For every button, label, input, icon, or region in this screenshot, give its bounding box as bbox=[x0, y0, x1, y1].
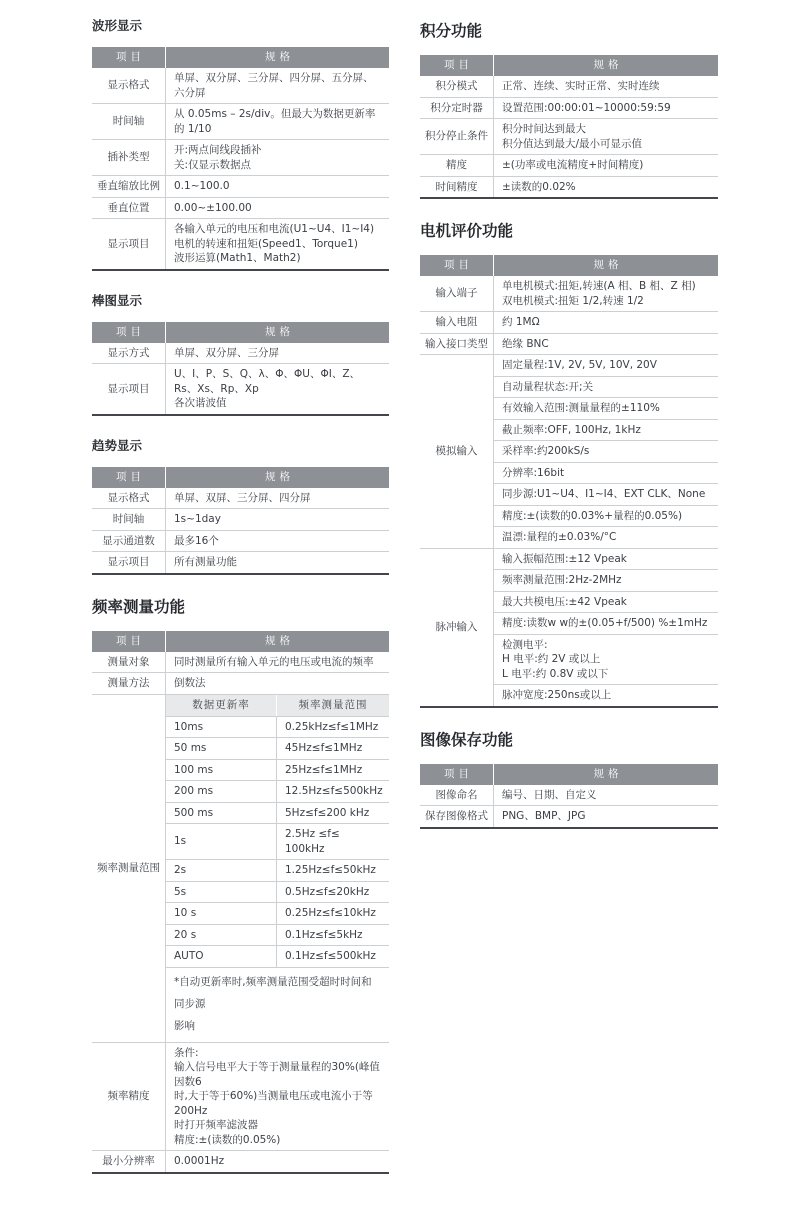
row-spec bbox=[166, 552, 389, 573]
spec-text: 积分时间达到最大 bbox=[502, 123, 586, 135]
row-spec bbox=[166, 531, 389, 552]
group-spec-cell bbox=[494, 397, 718, 419]
row-label: 测量方法 bbox=[92, 673, 166, 694]
freq-range-cell: 0.25kHz≤f≤1MHz bbox=[285, 720, 379, 733]
spec-text: 倒数法 bbox=[174, 677, 206, 689]
nested-header-rate: 数据更新率 bbox=[166, 695, 277, 716]
nested-row bbox=[166, 881, 389, 903]
spec-text: 输入振幅范围:±12 Vpeak bbox=[502, 552, 627, 565]
table-row bbox=[92, 672, 389, 694]
row-label: 输入电阻 bbox=[420, 312, 494, 333]
update-rate-cell: 2s bbox=[166, 860, 277, 881]
row-spec bbox=[494, 276, 718, 311]
group-spec-cell bbox=[494, 483, 718, 505]
row-spec bbox=[494, 76, 718, 97]
header-spec-cell: 规格 bbox=[265, 634, 294, 647]
row-spec bbox=[494, 785, 718, 806]
spec-text: 分辨率:16bit bbox=[502, 466, 565, 479]
row-label: 图像命名 bbox=[420, 785, 494, 806]
table-header-row bbox=[92, 631, 389, 652]
table-row bbox=[92, 508, 389, 530]
update-rate-cell: 10ms bbox=[166, 717, 277, 738]
spec-text: 采样率:约200kS/s bbox=[502, 445, 590, 457]
spec-section bbox=[420, 19, 718, 199]
group-spec-cell bbox=[494, 355, 718, 376]
spec-text: 精度:±(读数的0.03%+量程的0.05%) bbox=[502, 509, 683, 522]
group-spec-cell bbox=[494, 462, 718, 484]
table-row bbox=[92, 652, 389, 673]
spec-text: 最多16个 bbox=[174, 534, 219, 547]
table-row bbox=[420, 276, 718, 311]
row-label: 显示项目 bbox=[92, 219, 166, 269]
section-title: 趋势显示 bbox=[92, 437, 143, 453]
table-row bbox=[420, 176, 718, 198]
group-spec-cell bbox=[494, 549, 718, 570]
spec-text: 时打开频率滤波器 bbox=[174, 1119, 258, 1131]
freq-range-cell: 2.5Hz ≤f≤ 100kHz bbox=[285, 828, 340, 855]
spec-text: 各输入单元的电压和电流(U1~U4、I1~I4) bbox=[174, 223, 375, 235]
spec-section bbox=[92, 291, 389, 416]
spec-text: 积分值达到最大/最小可显示值 bbox=[502, 137, 643, 150]
nested-row bbox=[166, 802, 389, 824]
spec-text: 固定量程:1V, 2V, 5V, 10V, 20V bbox=[502, 359, 657, 371]
nested-row bbox=[166, 859, 389, 881]
header-spec-cell: 规格 bbox=[593, 259, 623, 272]
section-title: 积分功能 bbox=[420, 22, 483, 40]
row-spec bbox=[166, 343, 389, 364]
spec-table bbox=[92, 467, 389, 575]
row-label: 精度 bbox=[420, 155, 494, 176]
spec-table bbox=[420, 255, 718, 708]
freq-range-cell: 5Hz≤f≤200 kHz bbox=[285, 806, 370, 819]
spec-text: 单屏、双分屏、三分屏 bbox=[174, 346, 279, 359]
row-spec bbox=[166, 198, 389, 219]
table-row bbox=[92, 68, 389, 103]
spec-text: 截止频率:OFF, 100Hz, 1kHz bbox=[502, 423, 641, 436]
update-rate-cell: 200 ms bbox=[166, 781, 277, 802]
spec-section bbox=[92, 595, 389, 1174]
table-header-row bbox=[420, 764, 718, 785]
row-spec bbox=[494, 119, 718, 154]
table-row bbox=[92, 363, 389, 414]
spec-text: PNG、BMP、JPG bbox=[502, 810, 586, 822]
table-header-row bbox=[92, 322, 389, 343]
freq-range-cell: 0.5Hz≤f≤20kHz bbox=[285, 885, 370, 898]
table-row bbox=[92, 1150, 389, 1172]
spec-text: 有效输入范围:测量量程的±110% bbox=[502, 402, 660, 414]
spec-table bbox=[420, 764, 718, 829]
freq-range-cell: 25Hz≤f≤1MHz bbox=[285, 763, 363, 776]
spec-text: 温漂:量程的±0.03%/°C bbox=[502, 531, 617, 543]
header-spec-cell: 规格 bbox=[265, 325, 294, 338]
spec-text: 单屏、双分屏、三分屏、四分屏、五分屏、六分屏 bbox=[174, 72, 374, 99]
spec-table bbox=[420, 55, 718, 199]
freq-range-cell: 0.25Hz≤f≤10kHz bbox=[285, 907, 376, 919]
update-rate-cell: 10 s bbox=[166, 903, 277, 924]
row-label: 保存图像格式 bbox=[420, 806, 494, 827]
freq-range-cell: 45Hz≤f≤1MHz bbox=[285, 742, 363, 754]
section-title: 波形显示 bbox=[92, 18, 143, 33]
spec-text: L 电平:约 0.8V 或以下 bbox=[502, 667, 609, 680]
row-spec bbox=[166, 364, 389, 414]
table-row bbox=[92, 197, 389, 219]
spec-text: 0.00~±100.00 bbox=[174, 201, 252, 214]
spec-section bbox=[92, 16, 389, 271]
group-spec-cell bbox=[494, 634, 718, 685]
spec-table bbox=[92, 631, 389, 1174]
spec-text: 条件: bbox=[174, 1046, 199, 1059]
spec-text: 编号、日期、自定义 bbox=[502, 788, 597, 801]
header-item-cell: 项目 bbox=[92, 47, 166, 68]
spec-text: 自动量程状态:开;关 bbox=[502, 380, 594, 393]
spec-text: 同时测量所有输入单元的电压或电流的频率 bbox=[174, 655, 374, 668]
spec-text: 波形运算(Math1、Math2) bbox=[174, 252, 301, 264]
section-title: 棒图显示 bbox=[92, 292, 143, 308]
group-spec-cell bbox=[494, 505, 718, 527]
header-item-cell: 项目 bbox=[420, 764, 494, 785]
header-spec-cell: 规格 bbox=[593, 59, 623, 72]
spec-text: 关:仅显示数据点 bbox=[174, 158, 252, 171]
spec-text: 时,大于等于60%)当测量电压或电流小于等200Hz bbox=[174, 1090, 373, 1117]
update-rate-cell: 5s bbox=[166, 882, 277, 903]
row-spec bbox=[494, 98, 718, 119]
spec-text: 同步源:U1~U4、I1~I4、EXT CLK、None bbox=[502, 488, 706, 500]
group-spec-cell bbox=[494, 526, 718, 548]
table-row bbox=[92, 1042, 389, 1151]
spec-table bbox=[92, 47, 389, 271]
table-row bbox=[420, 97, 718, 119]
spec-text: 从 0.05ms – 2s/div。但最大为数据更新率的 1/10 bbox=[174, 108, 376, 135]
nested-row bbox=[166, 823, 389, 859]
row-spec bbox=[166, 1151, 389, 1172]
header-item-cell: 项目 bbox=[420, 255, 494, 276]
spec-text: ±读数的0.02% bbox=[502, 180, 576, 193]
footnote bbox=[166, 967, 389, 1042]
table-row bbox=[420, 311, 718, 333]
row-label: 频率精度 bbox=[92, 1043, 166, 1151]
spec-text: H 电平:约 2V 或以上 bbox=[502, 653, 601, 665]
row-label: 显示通道数 bbox=[92, 531, 166, 552]
spec-text: 精度:读数w w的±(0.05+f/500) %±1mHz bbox=[502, 617, 708, 629]
row-spec bbox=[166, 673, 389, 694]
group-spec-cell bbox=[494, 591, 718, 613]
row-label: 输入接口类型 bbox=[420, 334, 494, 355]
row-spec bbox=[166, 1043, 389, 1151]
row-spec bbox=[166, 652, 389, 673]
nested-row bbox=[166, 902, 389, 924]
spec-section bbox=[420, 728, 718, 829]
freq-range-cell: 0.1Hz≤f≤500kHz bbox=[285, 950, 376, 962]
group-spec-cell bbox=[494, 684, 718, 706]
table-row bbox=[92, 551, 389, 573]
table-row bbox=[420, 354, 718, 548]
spec-text: 0.0001Hz bbox=[174, 1155, 225, 1167]
header-spec-cell: 规格 bbox=[265, 470, 294, 483]
spec-text: 约 1MΩ bbox=[502, 316, 540, 328]
freq-range-cell: 0.1Hz≤f≤5kHz bbox=[285, 928, 363, 941]
spec-text: 输入信号电平大于等于测量量程的30%(峰值因数6 bbox=[174, 1061, 380, 1088]
update-rate-cell: 1s bbox=[166, 824, 277, 859]
row-spec bbox=[494, 155, 718, 176]
header-item-cell: 项目 bbox=[92, 631, 166, 652]
row-label: 输入端子 bbox=[420, 276, 494, 311]
table-header-row bbox=[92, 467, 389, 488]
header-item-cell: 项目 bbox=[92, 322, 166, 343]
row-label: 显示格式 bbox=[92, 68, 166, 103]
spec-text: 正常、连续、实时正常、实时连续 bbox=[502, 80, 660, 92]
freq-range-cell: 1.25Hz≤f≤50kHz bbox=[285, 864, 376, 876]
spec-text: 脉冲宽度:250ns或以上 bbox=[502, 689, 612, 701]
group-specs bbox=[494, 355, 718, 548]
row-label: 模拟输入 bbox=[420, 355, 494, 548]
nested-table bbox=[166, 695, 389, 1042]
header-spec-cell: 规格 bbox=[265, 51, 294, 64]
row-label: 时间精度 bbox=[420, 177, 494, 198]
footnote-text: *自动更新率时,频率测量范围受超时时间和同步源 bbox=[174, 975, 372, 1010]
row-spec bbox=[166, 104, 389, 139]
row-label: 测量对象 bbox=[92, 652, 166, 673]
row-label: 时间轴 bbox=[92, 104, 166, 139]
spec-text: 频率测量范围:2Hz-2MHz bbox=[502, 574, 622, 586]
row-label: 显示项目 bbox=[92, 364, 166, 414]
section-title: 图像保存功能 bbox=[420, 730, 514, 749]
table-row bbox=[92, 530, 389, 552]
table-row bbox=[420, 333, 718, 355]
update-rate-cell: 20 s bbox=[166, 925, 277, 946]
group-specs bbox=[494, 549, 718, 706]
header-item-cell: 项目 bbox=[420, 55, 494, 76]
spec-text: 电机的转速和扭矩(Speed1、Torque1) bbox=[174, 237, 358, 250]
table-row bbox=[420, 154, 718, 176]
section-title: 电机评价功能 bbox=[420, 222, 514, 240]
spec-text: 双电机模式:扭矩 1/2,转速 1/2 bbox=[502, 294, 644, 307]
row-label: 频率测量范围 bbox=[92, 695, 166, 1042]
header-item-cell: 项目 bbox=[92, 467, 166, 488]
table-row bbox=[420, 548, 718, 706]
table-row bbox=[92, 694, 389, 1042]
freq-range-cell: 12.5Hz≤f≤500kHz bbox=[285, 785, 383, 797]
spec-text: 各次谐波值 bbox=[174, 397, 227, 409]
group-spec-cell bbox=[494, 569, 718, 591]
table-row bbox=[92, 139, 389, 175]
table-row bbox=[92, 175, 389, 197]
row-label: 积分停止条件 bbox=[420, 119, 494, 154]
table-header-row bbox=[420, 255, 718, 276]
column-right bbox=[420, 14, 718, 1194]
table-row bbox=[420, 118, 718, 154]
row-spec bbox=[494, 806, 718, 827]
spec-text: 精度:±(读数的0.05%) bbox=[174, 1133, 281, 1146]
nested-row bbox=[166, 759, 389, 781]
spec-text: 绝缘 BNC bbox=[502, 337, 549, 350]
row-spec bbox=[166, 488, 389, 509]
nested-row bbox=[166, 780, 389, 802]
group-spec-cell bbox=[494, 376, 718, 398]
spec-section bbox=[420, 219, 718, 708]
header-spec-cell: 规格 bbox=[593, 767, 623, 780]
row-spec bbox=[494, 312, 718, 333]
table-row bbox=[420, 76, 718, 97]
table-row bbox=[420, 805, 718, 827]
spec-text: 0.1~100.0 bbox=[174, 180, 230, 192]
row-label: 显示格式 bbox=[92, 488, 166, 509]
column-left bbox=[92, 14, 389, 1194]
update-rate-cell: 100 ms bbox=[166, 760, 277, 781]
row-label: 显示项目 bbox=[92, 552, 166, 573]
table-row bbox=[92, 218, 389, 269]
row-label: 插补类型 bbox=[92, 140, 166, 175]
group-spec-cell bbox=[494, 440, 718, 462]
row-label: 脉冲输入 bbox=[420, 549, 494, 706]
spec-text: 开:两点间线段插补 bbox=[174, 144, 262, 156]
spec-text: 单电机模式:扭矩,转速(A 相、B 相、Z 相) bbox=[502, 280, 696, 292]
table-row bbox=[92, 488, 389, 509]
spec-text: 检测电平: bbox=[502, 638, 548, 651]
row-label: 显示方式 bbox=[92, 343, 166, 364]
nested-header-range: 频率测量范围 bbox=[298, 698, 368, 711]
spec-text: 1s~1day bbox=[174, 513, 221, 525]
table-header-row bbox=[420, 55, 718, 76]
nested-header-row bbox=[166, 695, 389, 716]
table-row bbox=[420, 785, 718, 806]
row-spec bbox=[166, 176, 389, 197]
spec-text: ±(功率或电流精度+时间精度) bbox=[502, 159, 644, 171]
row-spec bbox=[166, 509, 389, 530]
row-spec bbox=[494, 334, 718, 355]
row-spec bbox=[166, 140, 389, 175]
spec-text: 所有测量功能 bbox=[174, 556, 237, 568]
row-spec bbox=[166, 68, 389, 103]
update-rate-cell: AUTO bbox=[166, 946, 277, 967]
spec-section bbox=[92, 436, 389, 575]
row-spec bbox=[494, 177, 718, 198]
update-rate-cell: 50 ms bbox=[166, 738, 277, 759]
row-label: 最小分辨率 bbox=[92, 1151, 166, 1172]
nested-row bbox=[166, 737, 389, 759]
spec-text: 单屏、双屏、三分屏、四分屏 bbox=[174, 491, 311, 504]
group-spec-cell bbox=[494, 419, 718, 441]
row-label: 积分模式 bbox=[420, 76, 494, 97]
nested-row bbox=[166, 924, 389, 946]
row-spec bbox=[166, 219, 389, 269]
row-label: 垂直缩放比例 bbox=[92, 176, 166, 197]
spec-table bbox=[92, 322, 389, 416]
table-row bbox=[92, 103, 389, 139]
update-rate-cell: 500 ms bbox=[166, 803, 277, 824]
table-row bbox=[92, 343, 389, 364]
group-spec-cell bbox=[494, 612, 718, 634]
section-title: 频率测量功能 bbox=[92, 597, 186, 616]
row-label: 垂直位置 bbox=[92, 198, 166, 219]
nested-row bbox=[166, 716, 389, 738]
footnote-text: 影响 bbox=[174, 1019, 195, 1032]
nested-row bbox=[166, 945, 389, 967]
spec-text: 最大共模电压:±42 Vpeak bbox=[502, 595, 627, 608]
spec-text: U、I、P、S、Q、λ、Φ、ΦU、ΦI、Z、Rs、Xs、Rp、Xp bbox=[174, 368, 361, 395]
row-label: 积分定时器 bbox=[420, 98, 494, 119]
spec-text: 设置范围:00:00:01~10000:59:59 bbox=[502, 101, 671, 114]
row-label: 时间轴 bbox=[92, 509, 166, 530]
table-header-row bbox=[92, 47, 389, 68]
